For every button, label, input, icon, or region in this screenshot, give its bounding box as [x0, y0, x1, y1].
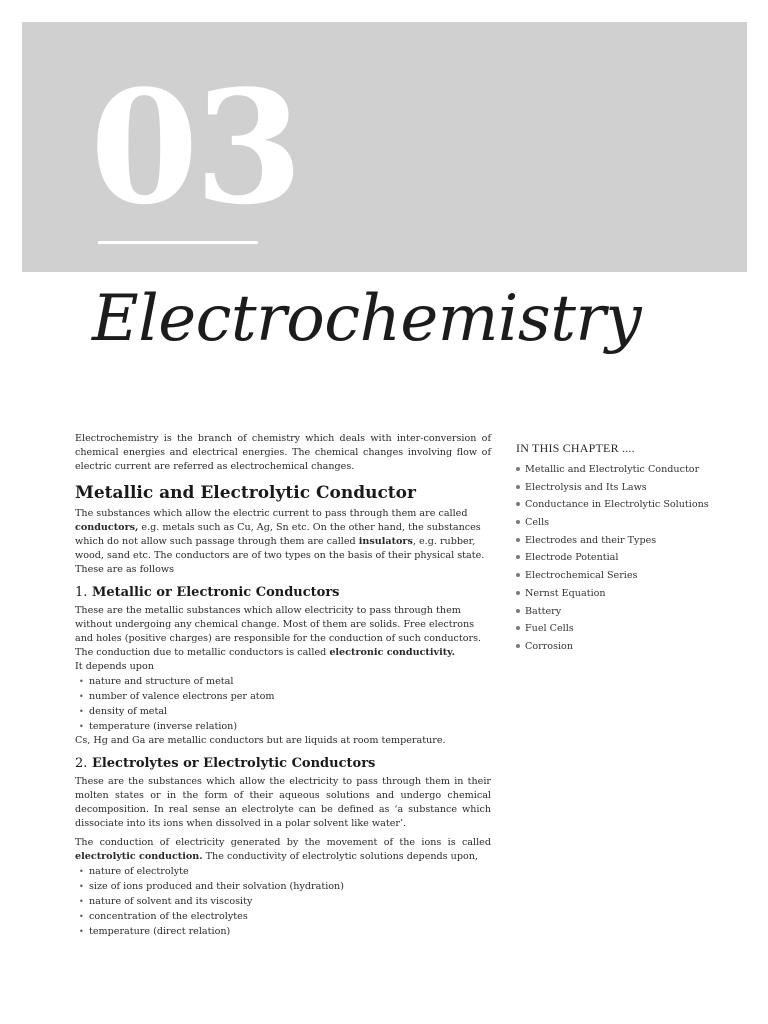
text-run: The conduction of electricity generated by the movement of the ions is called: [75, 837, 491, 848]
bullet-icon: •: [79, 722, 84, 731]
sidebar-item: [516, 605, 716, 618]
bullet-icon: [516, 609, 520, 613]
chapter-title: Electrochemistry: [92, 282, 642, 356]
bullet-icon: •: [79, 692, 84, 701]
conductors-paragraph: [75, 507, 491, 577]
bullet-icon: •: [79, 677, 84, 686]
list-item-text: number of valence electrons per atom: [89, 691, 275, 702]
subsection-number: 1.: [75, 585, 88, 600]
list-item-text: nature of electrolyte: [89, 866, 189, 877]
metallic-paragraph: [75, 604, 491, 674]
bullet-icon: [516, 502, 520, 506]
sidebar-topic-list: [516, 463, 716, 653]
main-column: [75, 432, 491, 939]
list-item: [77, 689, 491, 704]
list-item-text: temperature (inverse relation): [89, 721, 238, 732]
sidebar-item-label: Corrosion: [525, 640, 574, 652]
sidebar-item-label: Conductance in Electrolytic Solutions: [525, 499, 709, 511]
bullet-icon: [516, 538, 520, 542]
chapter-rule: [98, 241, 258, 244]
bullet-icon: •: [79, 897, 84, 906]
bullet-icon: [516, 644, 520, 648]
metallic-factors-list: [75, 674, 491, 734]
intro-paragraph: Electrochemistry is the branch of chemistry which deals with inter-conversion of chemical energies and electrical energies. The chemical changes involving flow of electric current are referred as electrochemical changes.: [75, 433, 491, 472]
sidebar-item: [516, 587, 716, 600]
bullet-icon: •: [79, 912, 84, 921]
sidebar-item-label: Metallic and Electrolytic Conductor: [525, 464, 700, 475]
section-heading-conductors: Metallic and Electrolytic Conductor: [75, 483, 416, 503]
sidebar-item-label: Electrodes and their Types: [525, 534, 657, 546]
sidebar-item: [516, 463, 716, 476]
subsection-title: Electrolytes or Electrolytic Conductors: [91, 756, 376, 771]
list-item: [77, 909, 491, 924]
list-item: [77, 879, 491, 894]
text-run: e.g. metals such as Cu, Ag, Sn etc. On the other hand, the substances which do not allow such passage through them are called: [75, 522, 481, 547]
term-conductors: conductors,: [75, 522, 139, 533]
list-item-text: density of metal: [89, 706, 168, 717]
list-item-text: nature of solvent and its viscosity: [89, 896, 253, 907]
sidebar-item: [516, 640, 716, 653]
chapter-number: 03: [90, 56, 300, 239]
sidebar-item: [516, 516, 716, 529]
list-item: [77, 894, 491, 909]
term-electronic-conductivity: electronic conductivity.: [329, 647, 455, 658]
list-item-text: size of ions produced and their solvation (hydration): [89, 881, 344, 892]
text-run: These are the metallic substances which allow electricity to pass through them without undergoing any chemical change. Most of them are solids. Free electrons and holes (positive charges) are responsible for the conduction of such conductors. The conduction due to metallic conductors is called: [75, 605, 482, 658]
sidebar-item-label: Nernst Equation: [525, 587, 606, 599]
list-item-text: temperature (direct relation): [89, 926, 231, 937]
subsection-title: Metallic or Electronic Conductors: [91, 585, 340, 600]
list-item: [77, 704, 491, 719]
text-run: It depends upon: [75, 661, 154, 672]
electrolytes-paragraph: These are the substances which allow the electricity to pass through them in their molten states or in the form of their aqueous solutions and undergo chemical decomposition. In real sense an electrolyte can be defined as ‘a substance which dissociate into its ions when dissolved in a polar solvent like water’.: [75, 776, 491, 829]
sidebar-item-label: Battery: [525, 605, 562, 617]
sidebar-title: IN THIS CHAPTER ....: [516, 441, 635, 455]
list-item: [77, 864, 491, 879]
sidebar-item: [516, 551, 716, 564]
sidebar-item: [516, 498, 716, 511]
term-electrolytic-conduction: electrolytic conduction.: [75, 851, 203, 862]
bullet-icon: [516, 520, 520, 524]
bullet-icon: [516, 626, 520, 630]
sidebar-item: [516, 569, 716, 582]
bullet-icon: •: [79, 927, 84, 936]
bullet-icon: [516, 467, 520, 471]
term-insulators: insulators: [358, 536, 413, 547]
chapter-contents-sidebar: [516, 440, 716, 658]
list-item-text: nature and structure of metal: [89, 676, 234, 687]
sidebar-item: [516, 622, 716, 635]
bullet-icon: [516, 485, 520, 489]
text-run: The substances which allow the electric current to pass through them are called: [75, 508, 468, 519]
bullet-icon: [516, 573, 520, 577]
sidebar-item-label: Fuel Cells: [525, 623, 574, 635]
bullet-icon: [516, 591, 520, 595]
text-run: , e.g. rubber, wood, sand etc. The conductors are of two types on the basis of their physical state. These are as follows: [75, 536, 485, 575]
list-item: [77, 674, 491, 689]
bullet-icon: •: [79, 867, 84, 876]
electrolytic-conduction-paragraph: [75, 836, 491, 864]
list-item: [77, 924, 491, 939]
sidebar-item-label: Electrochemical Series: [525, 570, 638, 582]
bullet-icon: [516, 555, 520, 559]
subsection-heading-electrolytes: [75, 755, 491, 773]
list-item-text: concentration of the electrolytes: [89, 911, 248, 922]
sidebar-item: [516, 534, 716, 547]
list-item: [77, 719, 491, 734]
text-run: The conductivity of electrolytic solutions depends upon,: [202, 851, 478, 862]
metallic-note: Cs, Hg and Ga are metallic conductors but are liquids at room temperature.: [75, 735, 446, 746]
electrolytic-factors-list: [75, 864, 491, 939]
bullet-icon: •: [79, 707, 84, 716]
sidebar-item-label: Cells: [525, 517, 550, 529]
sidebar-item: [516, 481, 716, 494]
subsection-heading-metallic: [75, 584, 491, 602]
bullet-icon: •: [79, 882, 84, 891]
subsection-number: 2.: [75, 756, 88, 771]
sidebar-item-label: Electrolysis and Its Laws: [525, 481, 647, 493]
sidebar-item-label: Electrode Potential: [525, 552, 619, 564]
